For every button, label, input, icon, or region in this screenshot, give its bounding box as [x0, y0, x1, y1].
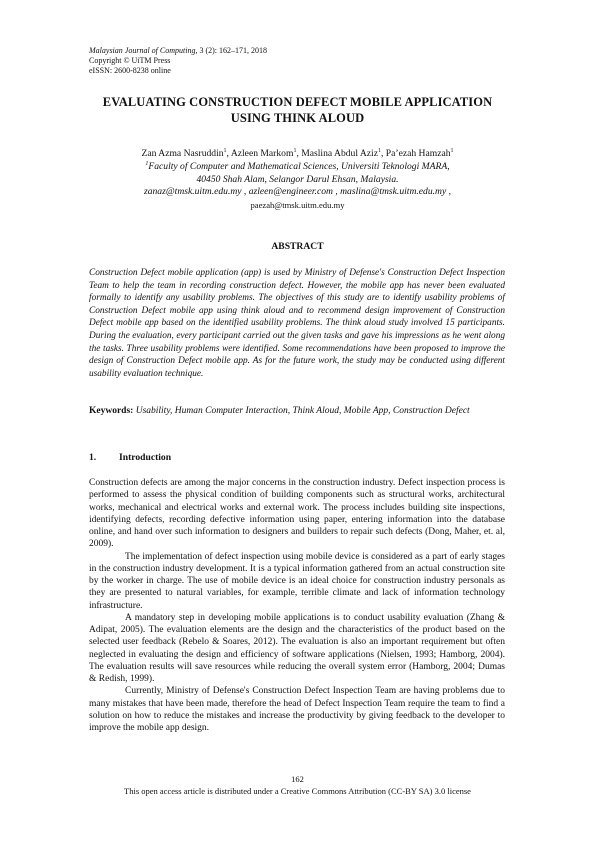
author-name: Azleen Markom [230, 148, 294, 159]
copyright-line: Copyright © UiTM Press [89, 56, 171, 65]
journal-name: Malaysian Journal of Computing [89, 46, 196, 55]
eissn-line: eISSN: 2600-8238 online [89, 66, 171, 75]
author-superscript: 1 [377, 148, 381, 154]
author-name: Pa’ezah Hamzah [385, 148, 451, 159]
author-name: Maslina Abdul Aziz [301, 148, 378, 159]
abstract-text: Construction Defect mobile application (app) is used by Ministry of Defense's Construction Defect Inspection Team to help the team in recording construction defect. However, the mobile app has never been evaluated formally to identify any usability problems. The objectives of this study are to identify usability problems of Construction Defect mobile app using think aloud and to recommend design improvement of Construction Defect mobile app based on the identified usability problems. The think aloud study involved 15 participants. During the evaluation, every participant carried out the given tasks and gave his impressions as he went along the tasks. Three usability problems were identified. Some recommendations have been proposed to improve the design of Construction Defect mobile app. As for the future work, the study may be conducted using different usability evaluation technique. [89, 268, 505, 379]
keywords-text: Usability, Human Computer Interaction, Think Aloud, Mobile App, Construction Defect [133, 406, 470, 416]
affiliation-line [60, 161, 535, 174]
author-superscript: 1 [223, 148, 227, 154]
affiliation-text: Faculty of Computer and Mathematical Sciences, Universiti Teknologi MARA, [148, 160, 450, 172]
author-block [60, 148, 535, 212]
body-text [89, 477, 505, 734]
journal-header [89, 46, 267, 76]
abstract-heading: ABSTRACT [271, 241, 324, 252]
citation-details: , 3 (2): 162–171, 2018 [195, 46, 268, 55]
section-title: Introduction [119, 452, 172, 463]
license-footer: This open access article is distributed under a Creative Commons Attribution (CC-BY SA) 3.0 license [124, 786, 471, 796]
paragraph: The implementation of defect inspection using mobile device is considered as a part of early stages in the construction industry development. It is a typical information gathered from an actual construction site by the worker in charge. The use of mobile device is an ideal choice for construction industry personals as they are presented to natural variables, for example, terrible climate and lack of information technology infrastructure. [89, 551, 505, 611]
journal-citation [89, 46, 267, 56]
author-names: Zan Azma Nasruddin$^1$, Azleen Markom$^1$, Maslina Abdul Aziz$^1$, Pa’ezah Hamzah$^1$ [141, 148, 454, 159]
paper-title: EVALUATING CONSTRUCTION DEFECT MOBILE APPLICATION USING THINK ALOUD [102, 95, 493, 125]
author-superscript: 1 [293, 148, 297, 154]
page-number: 162 [291, 774, 304, 784]
paragraph: Construction defects are among the major concerns in the construction industry. Defect inspection process is performed to assess the physical condition of building components such as structural works, architectural works, mechanical and electrical works and external work. The process includes building site inspections, identifying defects, recording defective information using paper, entering information into the database online, and hand over such information to designers and builders to repair such defects (Dong, Maher, et. al, 2009). [89, 478, 505, 550]
section-number: 1. [89, 452, 97, 463]
affiliation-superscript: 1 [145, 160, 149, 167]
author-emails[interactable]: zanaz@tmsk.uitm.edu.my , azleen@engineer.com , maslina@tmsk.uitm.edu.my , [143, 186, 452, 198]
author-name: Zan Azma Nasruddin [141, 148, 224, 159]
keywords-label: Keywords: [89, 406, 134, 416]
keywords [89, 405, 505, 418]
paragraph: A mandatory step in developing mobile applications is to conduct usability evaluation (Zhang & Adipat, 2005). The evaluation elements are the design and the characteristics of the product based on the selected user feedback (Rebelo & Soares, 2012). The evaluation is also an important requirement but often neglected in evaluating the design and efficiency of software applications (Nielsen, 1993; Hamborg, 2004). The evaluation results will save resources while reducing the overall system error (Hamborg, 2004; Dumas & Redish, 1999). [89, 612, 505, 684]
section-heading [89, 452, 171, 463]
paragraph: Currently, Ministry of Defense's Construction Defect Inspection Team are having problems due to many mistakes that have been made, therefore the head of Defect Inspection Team require the team to find a solution on how to reduce the mistakes and increase the productivity by giving feedback to the developer to improve the mobile app design. [89, 686, 505, 733]
author-email-last[interactable]: paezah@tmsk.uitm.edu.my [250, 200, 345, 211]
affiliation-address: 40450 Shah Alam, Selangor Darul Ehsan, Malaysia. [196, 173, 399, 185]
author-superscript: 1 [450, 148, 454, 154]
